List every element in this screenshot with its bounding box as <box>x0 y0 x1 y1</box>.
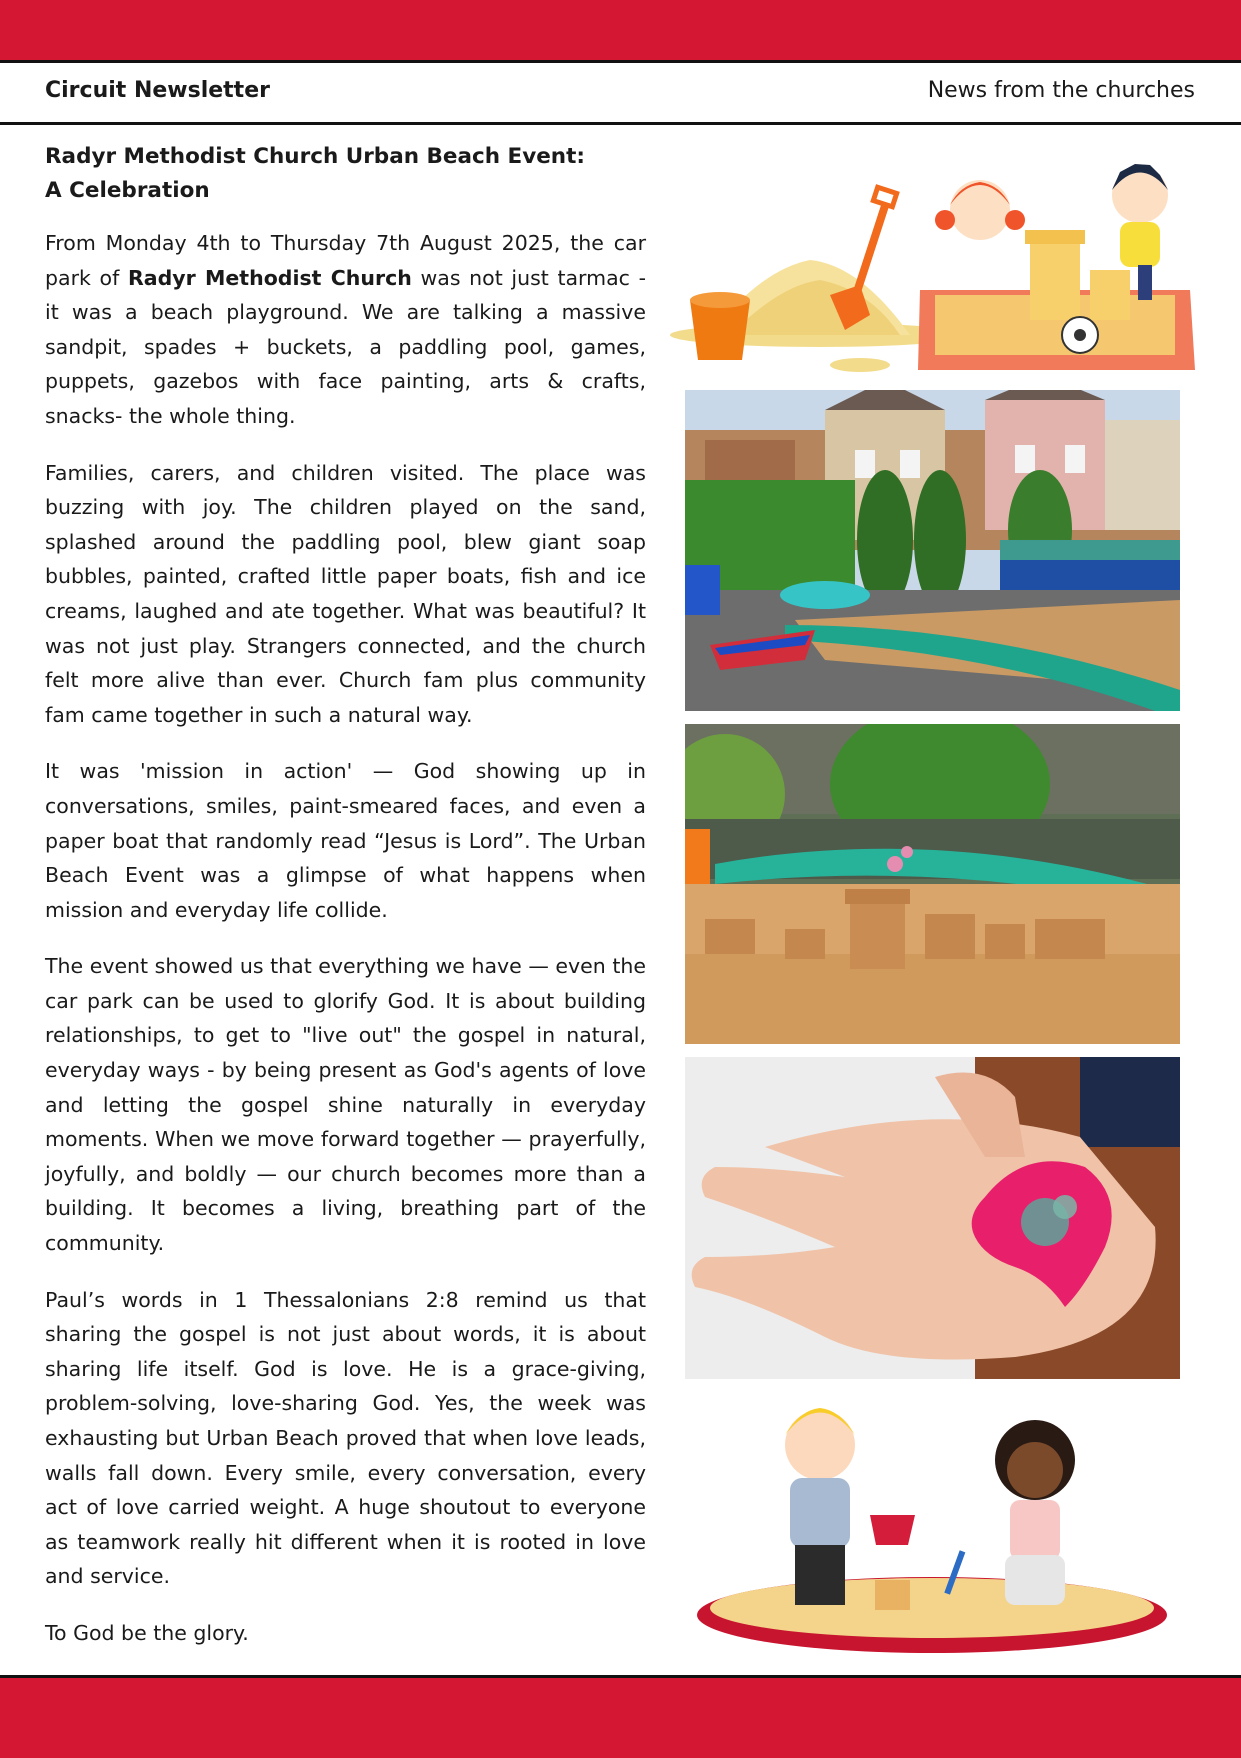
top-color-band <box>0 0 1241 63</box>
article-title-line-1: Radyr Methodist Church Urban Beach Event: <box>45 144 585 169</box>
paragraph-3: It was 'mission in action' — God showing up in conversations, smiles, paint-smeared faces, and even a paper boat that randomly read “Jesus is Lord”. The Urban Beach Event was a glimpse of what happens when mission and everyday life collide. <box>45 759 646 922</box>
face-paint-hand-photo <box>685 1057 1180 1379</box>
church-name: Radyr Methodist Church <box>127 265 412 290</box>
car-park-beach-photo <box>685 390 1180 711</box>
article-title <box>45 140 646 208</box>
paragraph-1-end: was not just tarmac - it was a beach playground. We are talking a massive sandpit, spades + buckets, a paddling pool, games, puppets, gazebos with face painting, arts & crafts, snacks- the whole thing. <box>45 265 646 428</box>
newsletter-header <box>0 63 1241 125</box>
paragraph-6: To God be the glory. <box>45 1620 249 1645</box>
article <box>45 140 646 1673</box>
sandcastles-photo <box>685 724 1180 1044</box>
cartoon-sandpit-illustration <box>670 150 1200 375</box>
paragraph-5: Paul’s words in 1 Thessalonians 2:8 remind us that sharing the gospel is not just about words, it is about sharing life itself. God is love. He is a grace-giving, problem-solving, love-sharing God. Yes, the week was exhausting but Urban Beach proved that when love leads, walls fall down. Every smile, every conversation, every act of love carried weight. A huge shoutout to everyone as teamwork really hit different when it is rooted in love and service. <box>45 1287 646 1589</box>
paragraph-1-start: From Monday 4th to Thursday 7th August 2025, the car park of <box>45 231 646 290</box>
article-title-line-2: A Celebration <box>45 178 210 203</box>
paragraph-2: Families, carers, and children visited. The place was buzzing with joy. The children played on the sand, splashed around the paddling pool, blew giant soap bubbles, painted, crafted little paper boats, fish and ice creams, laughed and ate together. What was beautiful? It was not just play. Strangers connected, and the church felt more alive than ever. Church fam plus community fam came together in such a natural way. <box>45 460 646 727</box>
section-label: News from the churches <box>927 78 1195 103</box>
newsletter-title: Circuit Newsletter <box>45 78 270 103</box>
cartoon-children-sand-illustration <box>690 1390 1175 1662</box>
bottom-color-band <box>0 1675 1241 1758</box>
paragraph-1 <box>45 226 646 434</box>
paragraph-4: The event showed us that everything we have — even the car park can be used to glorify God. It is about building relationships, to get to "live out" the gospel in natural, everyday ways - by being present as God's agents of love and letting the gospel shine naturally in everyday moments. When we move forward together — prayerfully, joyfully, and boldly — our church becomes more than a building. It becomes a living, breathing part of the community. <box>45 954 646 1256</box>
